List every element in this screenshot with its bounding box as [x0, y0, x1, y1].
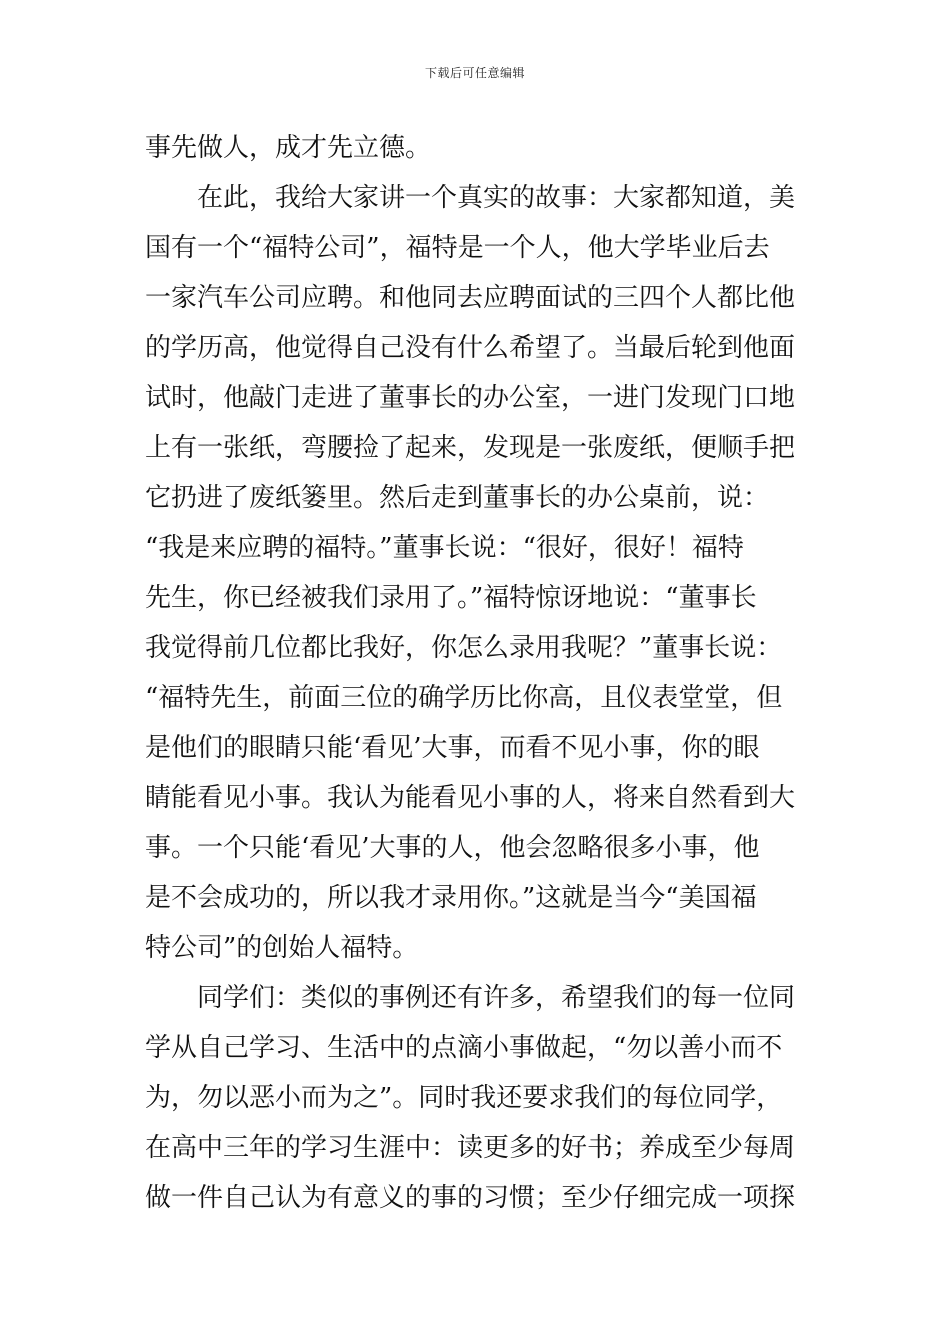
text-line: 是不会成功的，所以我才录用你。”这就是当今“美国福	[145, 883, 757, 913]
page-header: 下载后可任意编辑	[424, 66, 525, 80]
text-line: 它扔进了废纸篓里。然后走到董事长的办公桌前，说：	[145, 483, 770, 513]
paragraph-start-line: 在此，我给大家讲一个真实的故事：大家都知道，美	[197, 183, 796, 213]
text-line: 做一件自己认为有意义的事的习惯；至少仔细完成一项探	[145, 1183, 796, 1213]
text-line: 为，勿以恶小而为之”。同时我还要求我们的每位同学，	[145, 1083, 783, 1113]
text-line: 是他们的眼睛只能‘看见’大事，而看不见小事，你的眼	[145, 733, 760, 763]
text-line: 我觉得前几位都比我好，你怎么录用我呢？”董事长说：	[145, 633, 783, 663]
text-line: 的学历高，他觉得自己没有什么希望了。当最后轮到他面	[145, 333, 796, 363]
text-line: 学从自己学习、生活中的点滴小事做起，“勿以善小而不	[145, 1033, 783, 1063]
paragraph-start-line: 同学们：类似的事例还有许多，希望我们的每一位同	[197, 983, 796, 1013]
text-line: 试时，他敲门走进了董事长的办公室，一进门发现门口地	[145, 383, 796, 413]
text-line: 国有一个“福特公司”，福特是一个人，他大学毕业后去	[145, 233, 770, 263]
text-line: 一家汽车公司应聘。和他同去应聘面试的三四个人都比他	[145, 283, 796, 313]
text-line: “我是来应聘的福特。”董事长说：“很好，很好！福特	[145, 533, 744, 563]
text-line: 上有一张纸，弯腰捡了起来，发现是一张废纸，便顺手把	[145, 433, 796, 463]
text-line: 事。一个只能‘看见’大事的人，他会忽略很多小事，他	[145, 833, 760, 863]
document-body	[145, 123, 815, 1223]
text-line: 先生，你已经被我们录用了。”福特惊讶地说：“董事长	[145, 583, 757, 613]
text-line: 特公司”的创始人福特。	[145, 933, 419, 963]
text-line: 在高中三年的学习生涯中：读更多的好书；养成至少每周	[145, 1133, 796, 1163]
text-line: 事先做人，成才先立德。	[145, 133, 432, 163]
text-line: “福特先生，前面三位的确学历比你高，且仪表堂堂，但	[145, 683, 783, 713]
text-line: 睛能看见小事。我认为能看见小事的人，将来自然看到大	[145, 783, 796, 813]
